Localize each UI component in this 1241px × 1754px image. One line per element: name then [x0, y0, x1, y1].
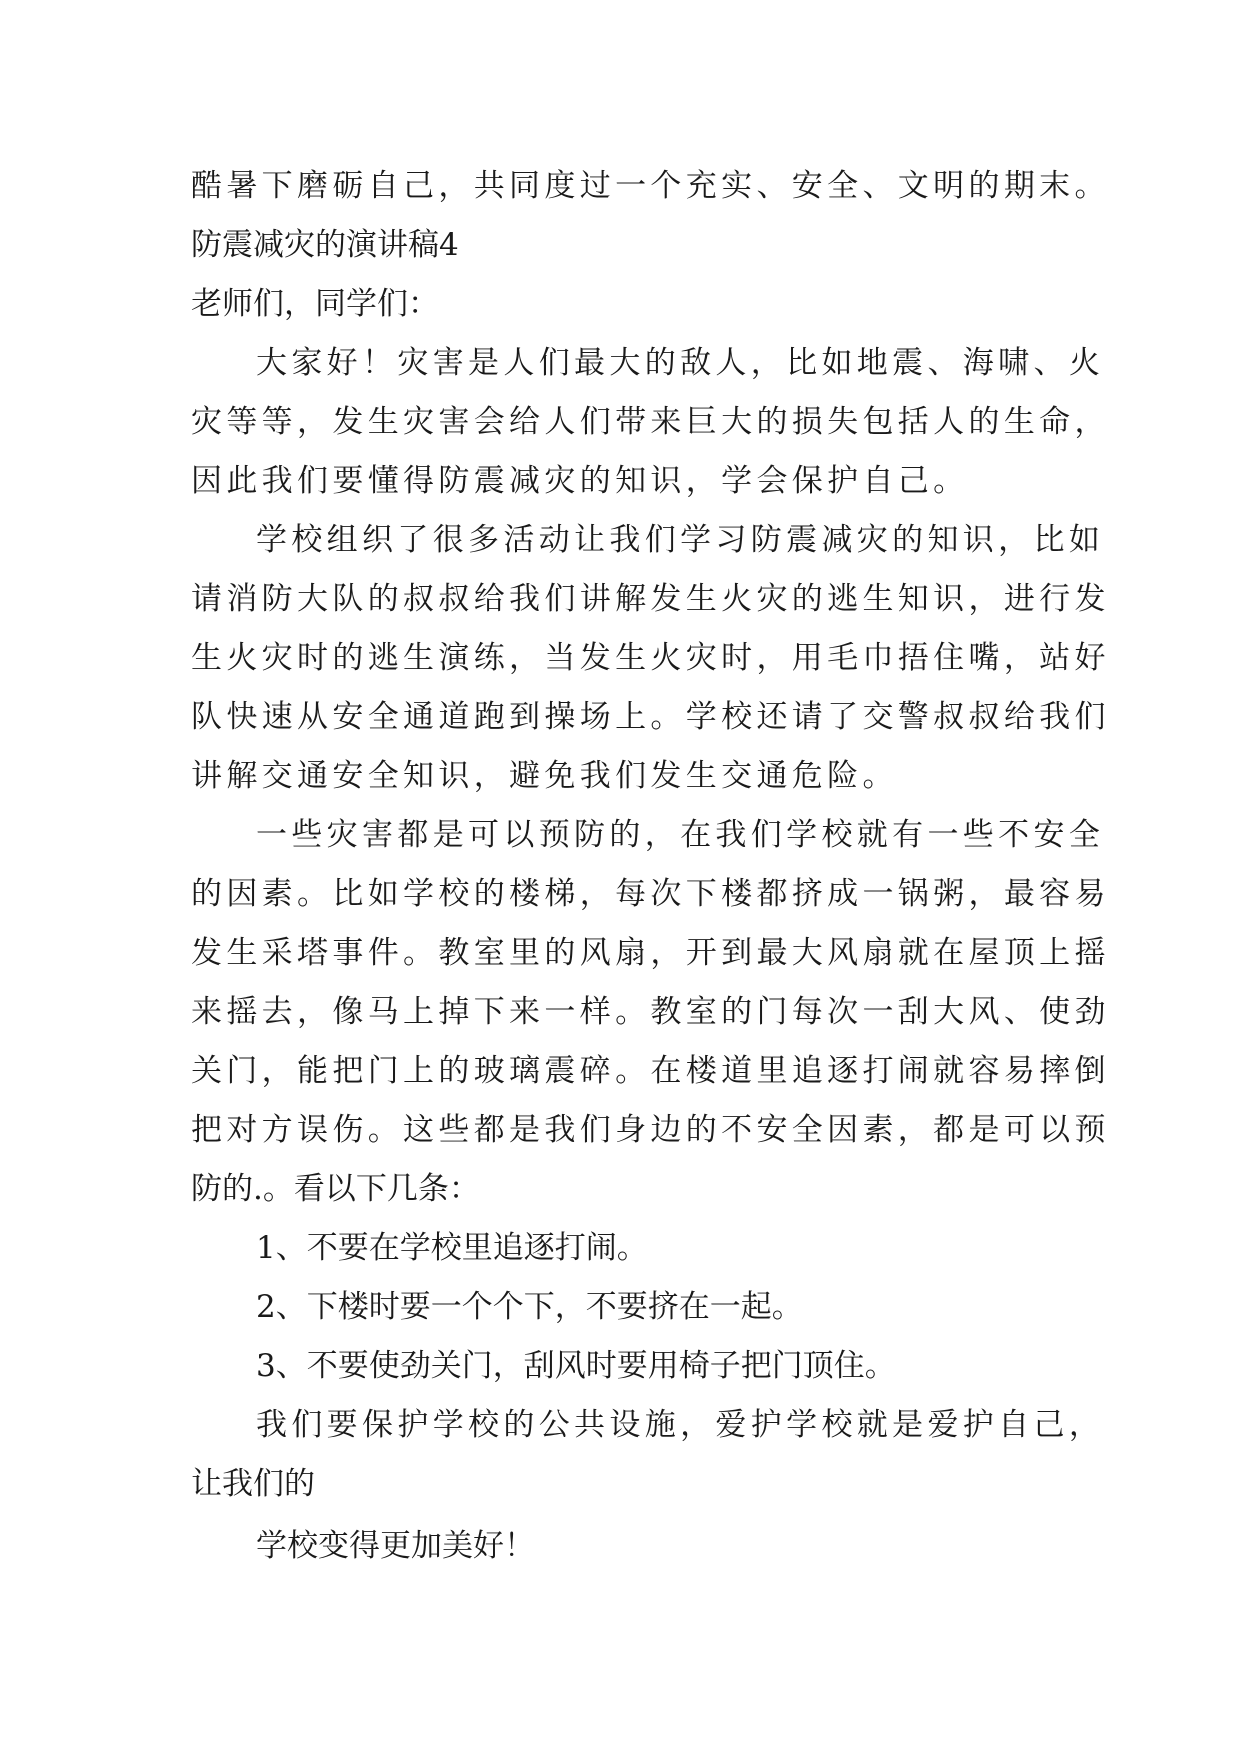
paragraph-line: 学校组织了很多活动让我们学习防震减灾的知识，比如	[256, 522, 1105, 558]
paragraph-line: 讲解交通安全知识，避免我们发生交通危险。	[191, 758, 898, 794]
paragraph-line: 生火灾时的逃生演练，当发生火灾时，用毛巾捂住嘴，站好	[191, 640, 1110, 676]
paragraph-line: 大家好！灾害是人们最大的敌人，比如地震、海啸、火	[256, 345, 1105, 381]
rule-item: 2、下楼时要一个个下，不要挤在一起。	[256, 1289, 803, 1325]
paragraph-line: 请消防大队的叔叔给我们讲解发生火灾的逃生知识，进行发	[191, 581, 1110, 617]
paragraph-line: 的因素。比如学校的楼梯，每次下楼都挤成一锅粥，最容易	[191, 876, 1110, 912]
paragraph-line: 把对方误伤。这些都是我们身边的不安全因素，都是可以预	[191, 1112, 1110, 1148]
paragraph-line: 发生采塔事件。教室里的风扇，开到最大风扇就在屋顶上摇	[191, 935, 1110, 971]
paragraph-line: 防的.。看以下几条：	[191, 1171, 480, 1207]
document-title: 防震减灾的演讲稿4	[191, 227, 459, 263]
paragraph-line: 我们要保护学校的公共设施，爱护学校就是爱护自己，	[256, 1407, 1105, 1443]
paragraph-line: 一些灾害都是可以预防的，在我们学校就有一些不安全	[256, 817, 1105, 853]
closing-line: 酷暑下磨砺自己，共同度过一个充实、安全、文明的期末。	[191, 168, 1110, 204]
paragraph-line: 关门，能把门上的玻璃震碎。在楼道里追逐打闹就容易摔倒	[191, 1053, 1110, 1089]
paragraph-line: 因此我们要懂得防震减灾的知识，学会保护自己。	[191, 463, 969, 499]
paragraph-line: 队快速从安全通道跑到操场上。学校还请了交警叔叔给我们	[191, 699, 1110, 735]
paragraph-line: 灾等等，发生灾害会给人们带来巨大的损失包括人的生命，	[191, 404, 1110, 440]
salutation: 老师们，同学们：	[191, 286, 439, 322]
rule-item: 1、不要在学校里追逐打闹。	[256, 1230, 648, 1266]
rule-item: 3、不要使劲关门，刮风时要用椅子把门顶住。	[256, 1348, 896, 1384]
paragraph-line: 来摇去，像马上掉下来一样。教室的门每次一刮大风、使劲	[191, 994, 1110, 1030]
paragraph-line: 让我们的	[191, 1466, 315, 1502]
ending-line: 学校变得更加美好！	[256, 1528, 535, 1564]
